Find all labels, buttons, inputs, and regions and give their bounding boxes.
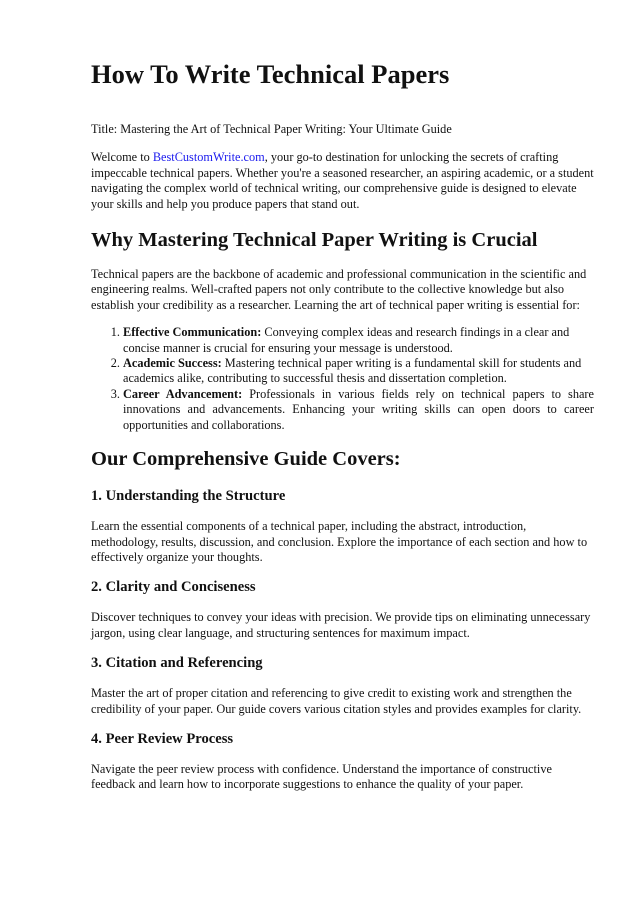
list-item <box>123 356 594 387</box>
section-text-clarity: Discover techniques to convey your ideas with precision. We provide tips on eliminating unnecessary jargon, using clear language, and structuring sentences for maximum impact. <box>91 610 591 640</box>
list-item-text: Professionals in various fields rely on technical papers to share innovations and advancements. Enhancing your writing skills can open doors to career opportunities and collaborations. <box>123 386 594 432</box>
list-item <box>123 325 594 356</box>
why-paragraph: Technical papers are the backbone of academic and professional communication in the scientific and engineering realms. Well-crafted papers not only contribute to the collective knowledge but also establish your credibility as a researcher. Learning the art of technical paper writing is essential for: <box>91 267 587 312</box>
guide-heading: Our Comprehensive Guide Covers: <box>91 448 401 471</box>
section-heading-clarity: 2. Clarity and Conciseness <box>91 579 256 596</box>
section-text-citation: Master the art of proper citation and referencing to give credit to existing work and strengthen the credibility of your paper. Our guide covers various citation styles and provides examples for clarity. <box>91 686 582 716</box>
intro-text-before: Welcome to <box>91 150 153 165</box>
list-item-text: Conveying complex ideas and research findings in a clear and concise manner is crucial for ensuring your message is understood. <box>123 325 570 355</box>
list-item-term: Academic Success: <box>123 356 222 371</box>
intro-text-after: , your go-to destination for unlocking the secrets of crafting impeccable technical papers. Whether you're a seasoned researcher, an aspiring academic, or a student navigating the complex world of technical writing, our comprehensive guide is designed to elevate your skills and help you produce papers that stand out. <box>91 150 594 211</box>
list-item-term: Career Advancement: <box>123 386 243 401</box>
section-text-structure: Learn the essential components of a technical paper, including the abstract, introduction, methodology, results, discussion, and conclusion. Explore the importance of each section and how to effectively organize your thoughts. <box>91 519 588 564</box>
section-text-peer-review: Navigate the peer review process with confidence. Understand the importance of constructive feedback and learn how to incorporate suggestions to enhance the quality of your paper. <box>91 761 552 792</box>
list-item-text: Mastering technical paper writing is a fundamental skill for students and academics alike, contributing to successful thesis and dissertation completion. <box>123 356 582 386</box>
list-item-term: Effective Communication: <box>123 325 262 340</box>
list-item <box>123 387 594 433</box>
section-heading-structure: 1. Understanding the Structure <box>91 488 286 505</box>
intro-paragraph <box>91 150 594 212</box>
benefits-list <box>91 325 594 433</box>
section-heading-citation: 3. Citation and Referencing <box>91 655 263 672</box>
why-heading: Why Mastering Technical Paper Writing is Crucial <box>91 229 538 252</box>
bestcustomwrite-link[interactable]: BestCustomWrite.com <box>152 150 265 165</box>
section-heading-peer-review: 4. Peer Review Process <box>91 730 234 747</box>
page-title: How To Write Technical Papers <box>91 59 450 89</box>
title-line: Title: Mastering the Art of Technical Paper Writing: Your Ultimate Guide <box>91 122 452 136</box>
